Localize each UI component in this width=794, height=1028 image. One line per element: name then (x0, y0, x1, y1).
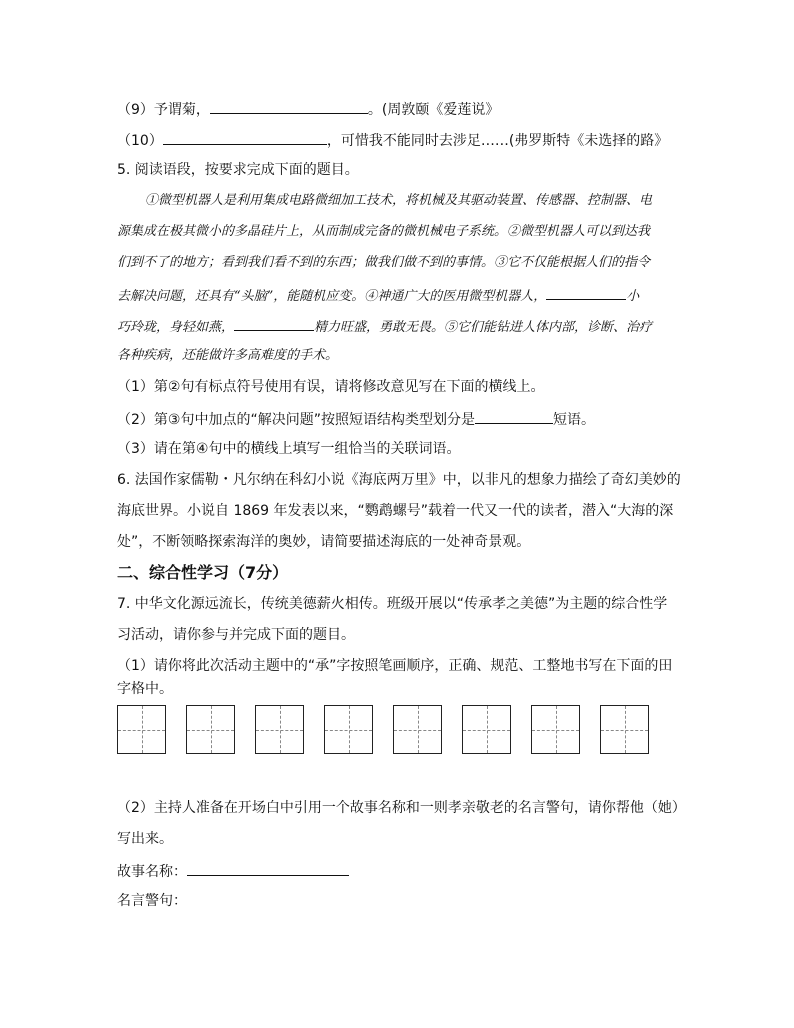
q9-line (117, 98, 499, 120)
passage-line: 们到不了的地方；看到我们看不到的东西；做我们做不到的事情。③它不仅能根据人们的指令 (117, 255, 651, 270)
tianzige-box[interactable] (600, 705, 649, 754)
passage-line: 各种疾病，还能做许多高难度的手术。 (117, 348, 339, 363)
tianzige-box[interactable] (117, 705, 166, 754)
q10-suffix: ，可惜我不能同时去涉足……(弗罗斯特《未选择的路》 (326, 133, 669, 149)
q7-sub2: 写出来。 (117, 831, 173, 847)
passage-line: ①微型机器人是利用集成电路微细加工技术，将机械及其驱动装置、传感器、控制器、电 (145, 193, 653, 208)
passage-blank-1[interactable] (546, 284, 626, 300)
tianzige-box[interactable] (324, 705, 373, 754)
q6-line: 海底世界。小说自 1869 年发表以来，“鹦鹉螺号”载着一代又一代的读者，潜入“大海的深 (117, 503, 674, 519)
tianzige-box[interactable] (255, 705, 304, 754)
q7-sub1: （1）请你将此次活动主题中的“承”字按照笔画顺序，正确、规范、工整地书写在下面的田 (117, 658, 673, 674)
passage-text: 巧玲珑，身轻如燕， (117, 320, 235, 335)
q7-sub2: （2）主持人准备在开场白中引用一个故事名称和一则孝亲敬老的名言警句，请你帮他（她） (117, 800, 686, 816)
q9-suffix: 。(周敦颐《爱莲说》 (367, 102, 500, 118)
q7-line: 习活动，请你参与并完成下面的题目。 (117, 627, 355, 643)
passage-text: 去解决问题，还具有“头脑”，能随机应变。④神通广大的医用微型机器人， (117, 289, 547, 304)
passage-line (117, 315, 652, 338)
tianzige-box[interactable] (186, 705, 235, 754)
q7-sub1: 字格中。 (117, 681, 173, 697)
q10-answer-blank[interactable] (163, 129, 327, 145)
passage-text: 小 (626, 289, 640, 304)
q10-prefix: （10） (117, 133, 163, 149)
q6-line: 处”，不断领略探索海洋的奥妙，请简要描述海底的一处神奇景观。 (117, 534, 531, 550)
q9-answer-blank[interactable] (210, 98, 368, 114)
story-name-blank[interactable] (187, 860, 349, 876)
q5-sub2-text: （2）第③句中加点的“解决问题”按照短语结构类型划分是 (117, 412, 475, 428)
passage-blank-2[interactable] (234, 315, 314, 331)
q5-sub2 (117, 408, 595, 430)
passage-line (117, 284, 639, 307)
section-heading: 二、综合性学习（7分） (117, 563, 289, 582)
passage-line: 源集成在极其微小的多晶硅片上，从而制成完备的微机械电子系统。②微型机器人可以到达我 (117, 224, 651, 239)
q9-prefix: （9）予谓菊， (117, 102, 210, 118)
q5-sub2-suffix: 短语。 (552, 412, 595, 428)
q5-title: 5. 阅读语段，按要求完成下面的题目。 (117, 162, 359, 178)
q5-sub3: （3）请在第④句中的横线上填写一组恰当的关联词语。 (117, 441, 461, 457)
q5-sub1: （1）第②句有标点符号使用有误，请将修改意见写在下面的横线上。 (117, 379, 545, 395)
tianzige-box[interactable] (462, 705, 511, 754)
story-name-label: 故事名称： (117, 864, 187, 880)
story-name-line (117, 860, 349, 882)
q7-line: 7. 中华文化源远流长，传统美德薪火相传。班级开展以“传承孝之美德”为主题的综合性学 (117, 596, 668, 612)
quote-line (117, 891, 187, 911)
q5-sub2-blank[interactable] (475, 408, 553, 424)
passage-text: 精力旺盛，勇敢无畏。⑤它们能钻进人体内部，诊断、治疗 (314, 320, 653, 335)
quote-label: 名言警句： (117, 893, 187, 909)
tianzige-box[interactable] (393, 705, 442, 754)
tianzige-box[interactable] (531, 705, 580, 754)
q10-line (117, 129, 668, 151)
q6-line: 6. 法国作家儒勒・凡尔纳在科幻小说《海底两万里》中，以非凡的想象力描绘了奇幻美妙的 (117, 472, 681, 488)
